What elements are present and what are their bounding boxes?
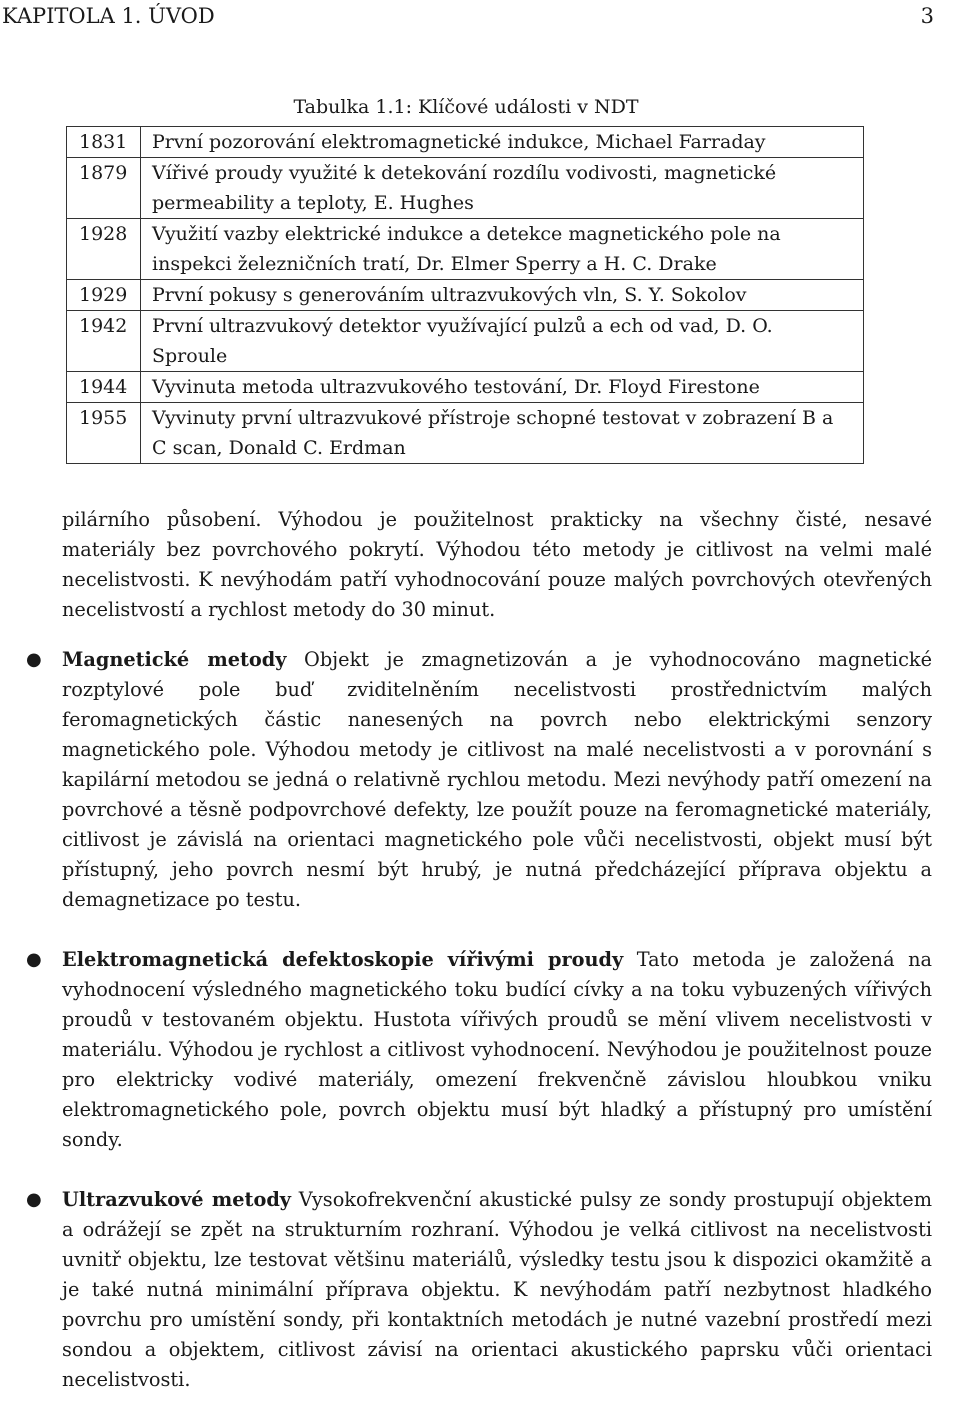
table-row [67,219,864,280]
bullet-term: Elektromagnetická defektoskopie vířivými proudy [62,948,624,971]
year-cell: 1955 [67,403,141,464]
year-cell: 1929 [67,280,141,311]
page-number: 3 [920,4,934,28]
table-row [67,372,864,403]
bullet-text: Vysokofrekvenční akustické pulsy ze sondy prostupují objektem a odrážejí se zpět na strukturním rozhraní. Výhodou je velká citlivost na necelistvosti uvnitř objektu, lze testovat většinu materiálů, výsledky testu jsou k dispozici okamžitě a je také nutná minimální příprava objektu. K nevýhodám patří nezbytnost hladkého povrchu pro umístění sondy, při kontaktních metodách je nutné vazební prostředí mezi sondou a objektem, citlivost závisí na orientaci akustického paprsku vůči orientaci necelistvosti. [62,1188,932,1391]
bullet-term: Magnetické metody [62,648,287,671]
event-cell: První pokusy s generováním ultrazvukových vln, S. Y. Sokolov [141,280,864,311]
year-cell: 1879 [67,158,141,219]
list-item-eddy-current [26,945,932,1155]
bullet-text: Objekt je zmagnetizován a je vyhodnocováno magnetické rozptylové pole buď zviditelněním necelistvosti prostřednictvím malých feromagnetických částic nanesených na povrch nebo elektrickými senzory magnetického pole. Výhodou metody je citlivost na malé necelistvosti a v porovnání s kapilární metodou se jedná o relativně rychlou metodu. Mezi nevýhody patří omezení na povrchové a těsně podpovrchové defekty, lze použít pouze na feromagnetické materiály, citlivost je závislá na orientaci magnetického pole vůči necelistvosti, objekt musí být přístupný, jeho povrch nesmí být hrubý, je nutná předcházející příprava objektu a demagnetizace po testu. [62,648,932,911]
table-row [67,280,864,311]
table-caption: Tabulka 1.1: Klíčové události v NDT [293,96,639,118]
methods-list [0,645,960,1425]
year-cell: 1944 [67,372,141,403]
events-table [66,126,864,464]
table-row [67,158,864,219]
event-cell: Vířivé proudy využité k detekování rozdílu vodivosti, magnetické permeability a teploty, E. Hughes [141,158,864,219]
bullet-text: Tato metoda je založená na vyhodnocení výsledného magnetického toku budící cívky a na toku vybuzených vířivých proudů v testovaném objektu. Hustota vířivých proudů se mění vlivem necelistvosti v materiálu. Výhodou je rychlost a citlivost vyhodnocení. Nevýhodou je použitelnost pouze pro elektricky vodivé materiály, omezení frekvenčně závislou hloubkou vniku elektromagnetického pole, povrch objektu musí být hladký a přístupný pro umístění sondy. [62,948,932,1151]
list-item-magnetic [26,645,932,915]
table-row [67,127,864,158]
chapter-title: KAPITOLA 1. ÚVOD [2,4,215,28]
event-cell: Využití vazby elektrické indukce a detekce magnetického pole na inspekci železničních tratí, Dr. Elmer Sperry a H. C. Drake [141,219,864,280]
year-cell: 1831 [67,127,141,158]
event-cell: Vyvinuty první ultrazvukové přístroje schopné testovat v zobrazení B a C scan, Donald C. Erdman [141,403,864,464]
table-row [67,311,864,372]
intro-paragraph: pilárního působení. Výhodou je použitelnost prakticky na všechny čisté, nesavé materiály bez povrchového pokrytí. Výhodou této metody je citlivost na velmi malé necelistvosti. K nevýhodám patří vyhodnocování pouze malých povrchových otevřených necelistvostí a rychlost metody do 30 minut. [62,508,932,621]
year-cell: 1928 [67,219,141,280]
bullet-icon: ● [26,649,42,670]
event-cell: První ultrazvukový detektor využívající pulzů a ech od vad, D. O. Sproule [141,311,864,372]
event-cell: První pozorování elektromagnetické indukce, Michael Farraday [141,127,864,158]
bullet-icon: ● [26,949,42,970]
bullet-term: Ultrazvukové metody [62,1188,292,1211]
event-cell: Vyvinuta metoda ultrazvukového testování, Dr. Floyd Firestone [141,372,864,403]
table-row [67,403,864,464]
list-item-ultrasonic [26,1185,932,1395]
page-header [0,4,960,34]
bullet-icon: ● [26,1189,42,1210]
year-cell: 1942 [67,311,141,372]
